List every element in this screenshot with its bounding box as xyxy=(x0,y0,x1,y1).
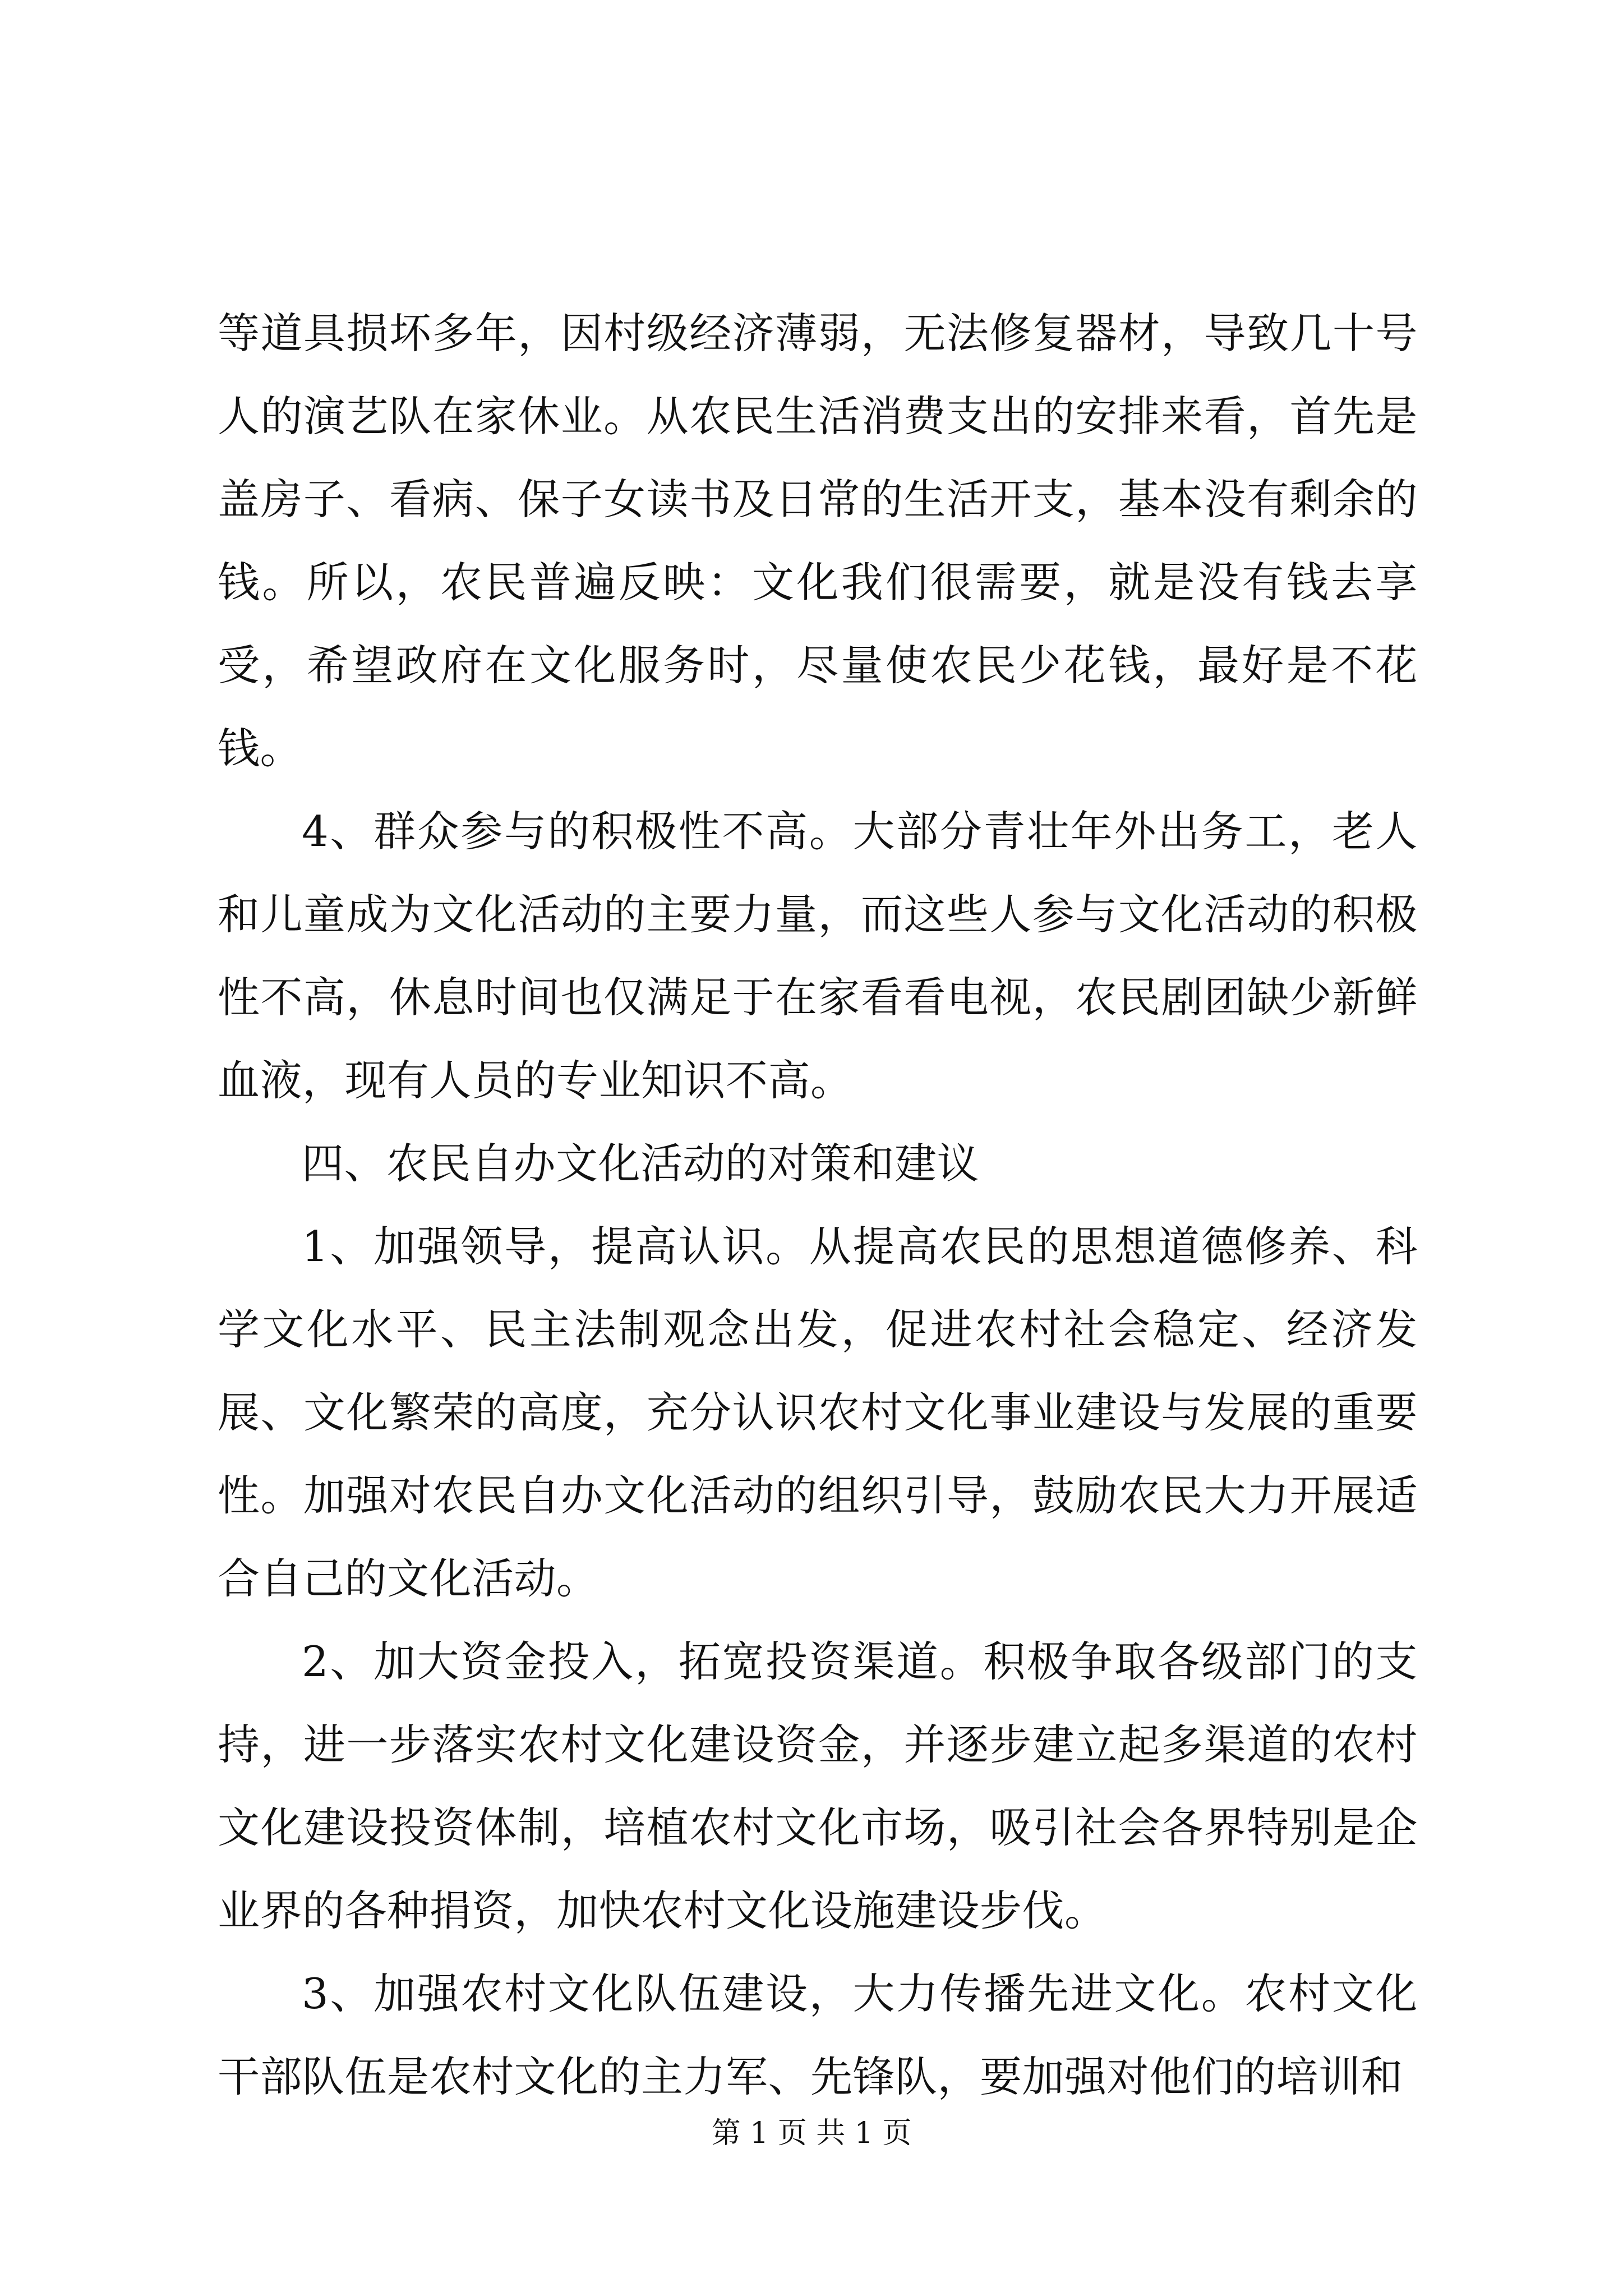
paragraph-recommendation-1: 1、加强领导，提高认识。从提高农民的思想道德修养、科学文化水平、民主法制观念出发，促进农村社会稳定、经济发展、文化繁荣的高度，充分认识农村文化事业建设与发展的重要性。加强对农民自办文化活动的组织引导，鼓励农民大力开展适合自己的文化活动。 xyxy=(218,1222,1418,1603)
document-body xyxy=(218,292,1418,2118)
paragraph-recommendation-3: 3、加强农村文化队伍建设，大力传播先进文化。农村文化干部队伍是农村文化的主力军、先锋队，要加强对他们的培训和 xyxy=(218,1969,1418,2101)
paragraph-continuation: 等道具损坏多年，因村级经济薄弱，无法修复器材，导致几十号人的演艺队在家休业。从农民生活消费支出的安排来看，首先是盖房子、看病、保子女读书及日常的生活开支，基本没有剩余的钱。所以，农民普遍反映：文化我们很需要，就是没有钱去享受，希望政府在文化服务时，尽量使农民少花钱，最好是不花钱。 xyxy=(218,309,1418,773)
page-footer: 第 1 页 共 1 页 xyxy=(711,2116,912,2150)
paragraph-recommendation-2: 2、加大资金投入，拓宽投资渠道。积极争取各级部门的支持，进一步落实农村文化建设资金，并逐步建立起多渠道的农村文化建设投资体制，培植农村文化市场，吸引社会各界特别是企业界的各种捐资，加快农村文化设施建设步伐。 xyxy=(218,1637,1418,1935)
paragraph-point-4: 4、群众参与的积极性不高。大部分青壮年外出务工，老人和儿童成为文化活动的主要力量，而这些人参与文化活动的积极性不高，休息时间也仅满足于在家看看电视，农民剧团缺少新鲜血液，现有人员的专业知识不高。 xyxy=(218,807,1418,1105)
section-heading-4: 四、农民自办文化活动的对策和建议 xyxy=(302,1139,980,1188)
